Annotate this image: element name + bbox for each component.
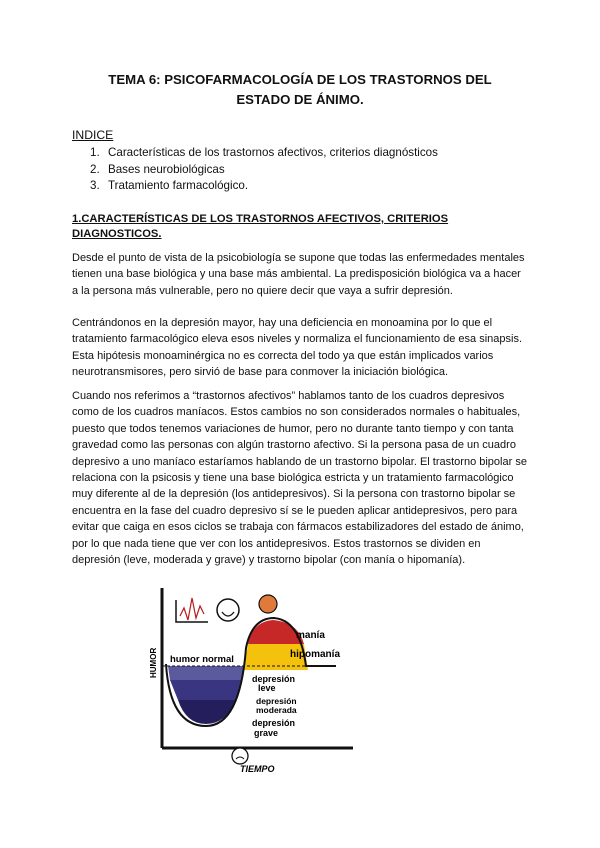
label-depresion-grave-1: depresión [252,718,296,728]
inset-axes [176,600,208,622]
index-item-text: Bases neurobiológicas [108,162,225,176]
label-depresion-moderada-2: moderada [256,705,297,715]
label-depresion-grave-2: grave [254,728,279,738]
depresion-leve-band [168,666,244,680]
label-hipomania: hipomanía [290,649,341,660]
index-list [90,145,438,195]
y-axis-label: HUMOR [149,647,158,678]
label-depresion-leve-1: depresión [252,674,296,684]
index-item-number: 3. [90,179,100,192]
label-mania: manía [296,630,325,641]
bald-head-icon [259,595,277,613]
paragraph-2: Centrándonos en la depresión mayor, hay una deficiencia en monoamina por lo que el tratamiento farmacológico eleva esos niveles y normaliza el funcionamiento de esa sinapsis. Esta hipótesis monoaminérgica no es correcta del todo ya que están implicados varios neurotransmisores, pero sirvió de base para conmover la iniciación biológica. [72,317,523,379]
label-depresion-leve-2: leve [258,683,276,693]
document-title [60,70,540,110]
index-heading: INDICE [72,128,114,142]
index-item-text: Tratamiento farmacológico. [108,179,249,192]
title-line-1: TEMA 6: PSICOFARMACOLOGÍA DE LOS TRASTORNOS DEL [108,72,492,87]
sad-face-icon [232,748,248,764]
happy-face-icon [217,599,239,621]
mood-diagram [148,578,368,778]
index-item-number: 1. [90,146,100,159]
index-item [90,145,438,162]
paragraph-1: Desde el punto de vista de la psicobiología se supone que todas las enfermedades mentales tienen una base biológica y una base más ambiental. La predisposición biológica va a hacer a la persona más vulnerable, pero no quiere decir que vaya a sufrir depresión. [72,252,525,297]
index-item-number: 2. [90,162,100,176]
paragraph-3: Cuando nos referimos a “trastornos afectivos” hablamos tanto de los cuadros depresivos como de los cuadros maníacos. Estos cambios no son considerados normales o habituales, puesto que todos tenemos variaciones de humor, pero no durante tanto tiempo y con tanta gravedad como las personas con algún trastorno afectivo. Si la persona pasa de un cuadro depresivo a uno maníaco estaríamos hablando de un trastorno bipolar. El trastorno bipolar se relaciona con la psicosis y tiene una base biológica estricta y un tratamiento farmacológico muy diferente al de la depresión (los antidepresivos). Si la persona con trastorno bipolar se encuentra en la fase del cuadro depresivo sí se le pueden aplicar antidepresivos, pero para evitar que caiga en esos ciclos se trabaja con fármacos estabilizadores del estado de ánimo, por lo que nada tiene que ver con los antidepresivos. Estos trastornos se dividen en depresión (leve, moderada y grave) y trastorno bipolar (con manía o hipomanía). [72,390,527,567]
label-humor-normal: humor normal [170,654,234,665]
x-axis-label: TIEMPO [240,764,275,774]
index-item [90,162,438,179]
title-line-2: ESTADO DE ÁNIMO. [236,92,364,107]
index-item [90,178,438,195]
label-depresion-moderada-1: depresión [256,696,297,706]
index-item-text: Características de los trastornos afectivos, criterios diagnósticos [108,146,438,159]
depresion-moderada-band [170,680,241,700]
section-1-heading: 1.CARACTERÍSTICAS DE LOS TRASTORNOS AFECTIVOS, CRITERIOS DIAGNOSTICOS. [72,213,449,240]
inset-wave [180,598,204,620]
